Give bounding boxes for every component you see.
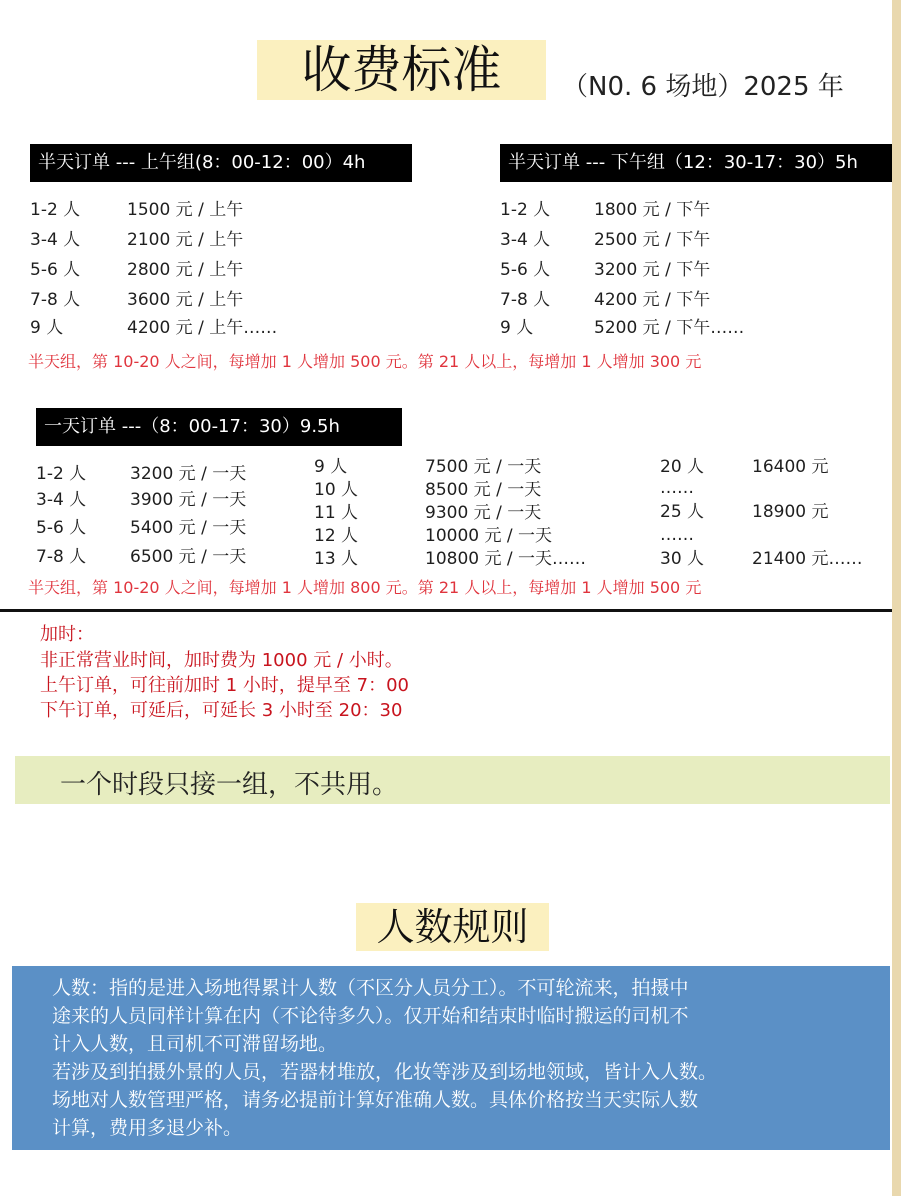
- rules-box: [12, 966, 890, 1150]
- afternoon-price-2: 2500 元 / 下午: [594, 230, 711, 250]
- morning-price-1: 1500 元 / 上午: [127, 200, 244, 220]
- morning-price-5: 4200 元 / 上午……: [127, 318, 278, 338]
- rules-line-1: 人数：指的是进入场地得累计人数（不区分人员分工）。不可轮流来，拍摄中: [52, 977, 689, 999]
- full-day-people-5: 9 人: [314, 457, 348, 477]
- full-day-section-header: 一天订单 ---（8：00-17：30）9.5h: [36, 408, 402, 446]
- full-day-people-1: 1-2 人: [36, 464, 87, 484]
- full-day-people-30: 30 人: [660, 549, 705, 569]
- full-day-price-30: 21400 元……: [752, 549, 863, 569]
- afternoon-people-4: 7-8 人: [500, 290, 551, 310]
- morning-people-2: 3-4 人: [30, 230, 81, 250]
- overtime-line-1: 非正常营业时间，加时费为 1000 元 / 小时。: [40, 650, 403, 671]
- full-day-people-6: 10 人: [314, 480, 359, 500]
- full-day-price-7: 9300 元 / 一天: [425, 503, 542, 523]
- full-day-price-5: 7500 元 / 一天: [425, 457, 542, 477]
- full-day-price-25: 18900 元: [752, 502, 829, 522]
- afternoon-section-header: 半天订单 --- 下午组（12：30-17：30）5h: [500, 144, 892, 182]
- full-day-ellipsis-1: ……: [660, 478, 694, 498]
- morning-people-1: 1-2 人: [30, 200, 81, 220]
- rules-line-2: 途来的人员同样计算在内（不论待多久）。仅开始和结束时临时搬运的司机不: [52, 1005, 689, 1027]
- morning-section-header: 半天订单 --- 上午组(8：00-12：00）4h: [30, 144, 412, 182]
- afternoon-people-3: 5-6 人: [500, 260, 551, 280]
- full-day-price-4: 6500 元 / 一天: [130, 547, 247, 567]
- afternoon-price-4: 4200 元 / 下午: [594, 290, 711, 310]
- full-day-ellipsis-2: ……: [660, 525, 694, 545]
- overtime-line-3: 下午订单，可延后，可延长 3 小时至 20：30: [40, 700, 403, 721]
- morning-people-4: 7-8 人: [30, 290, 81, 310]
- full-day-people-25: 25 人: [660, 502, 705, 522]
- morning-price-3: 2800 元 / 上午: [127, 260, 244, 280]
- full-day-price-9: 10800 元 / 一天……: [425, 549, 587, 569]
- afternoon-price-5: 5200 元 / 下午……: [594, 318, 745, 338]
- full-day-people-8: 12 人: [314, 526, 359, 546]
- morning-people-3: 5-6 人: [30, 260, 81, 280]
- morning-people-5: 9 人: [30, 318, 64, 338]
- exclusive-note: 一个时段只接一组，不共用。: [60, 770, 399, 800]
- rules-line-5: 场地对人数管理严格，请务必提前计算好准确人数。具体价格按当天实际人数: [52, 1089, 699, 1111]
- page-title: 收费标准: [301, 41, 502, 99]
- rules-title: 人数规则: [376, 905, 529, 949]
- rules-line-3: 计入人数，且司机不可滞留场地。: [52, 1033, 338, 1055]
- afternoon-price-3: 3200 元 / 下午: [594, 260, 711, 280]
- full-day-price-20: 16400 元: [752, 457, 829, 477]
- morning-price-2: 2100 元 / 上午: [127, 230, 244, 250]
- full-day-price-6: 8500 元 / 一天: [425, 480, 542, 500]
- full-day-price-2: 3900 元 / 一天: [130, 490, 247, 510]
- full-day-people-2: 3-4 人: [36, 490, 87, 510]
- section-divider: [0, 609, 892, 612]
- full-day-people-3: 5-6 人: [36, 518, 87, 538]
- afternoon-price-1: 1800 元 / 下午: [594, 200, 711, 220]
- full-day-price-3: 5400 元 / 一天: [130, 518, 247, 538]
- full-day-people-20: 20 人: [660, 457, 705, 477]
- half-day-surcharge-note: 半天组，第 10-20 人之间，每增加 1 人增加 500 元。第 21 人以上，每增加 1 人增加 300 元: [28, 352, 702, 371]
- right-edge-strip: [892, 0, 901, 1196]
- full-day-surcharge-note: 半天组，第 10-20 人之间，每增加 1 人增加 800 元。第 21 人以上，每增加 1 人增加 500 元: [28, 578, 702, 597]
- overtime-label: 加时：: [40, 624, 94, 645]
- full-day-price-1: 3200 元 / 一天: [130, 464, 247, 484]
- full-day-people-9: 13 人: [314, 549, 359, 569]
- rules-line-6: 计算，费用多退少补。: [52, 1117, 243, 1139]
- afternoon-people-1: 1-2 人: [500, 200, 551, 220]
- overtime-line-2: 上午订单，可往前加时 1 小时，提早至 7：00: [40, 675, 409, 696]
- afternoon-people-2: 3-4 人: [500, 230, 551, 250]
- rules-line-4: 若涉及到拍摄外景的人员，若器材堆放，化妆等涉及到场地领域，皆计入人数。: [52, 1061, 718, 1083]
- page-subtitle: （N0. 6 场地）2025 年: [562, 72, 844, 102]
- morning-price-4: 3600 元 / 上午: [127, 290, 244, 310]
- full-day-price-8: 10000 元 / 一天: [425, 526, 553, 546]
- full-day-people-4: 7-8 人: [36, 547, 87, 567]
- full-day-people-7: 11 人: [314, 503, 359, 523]
- afternoon-people-5: 9 人: [500, 318, 534, 338]
